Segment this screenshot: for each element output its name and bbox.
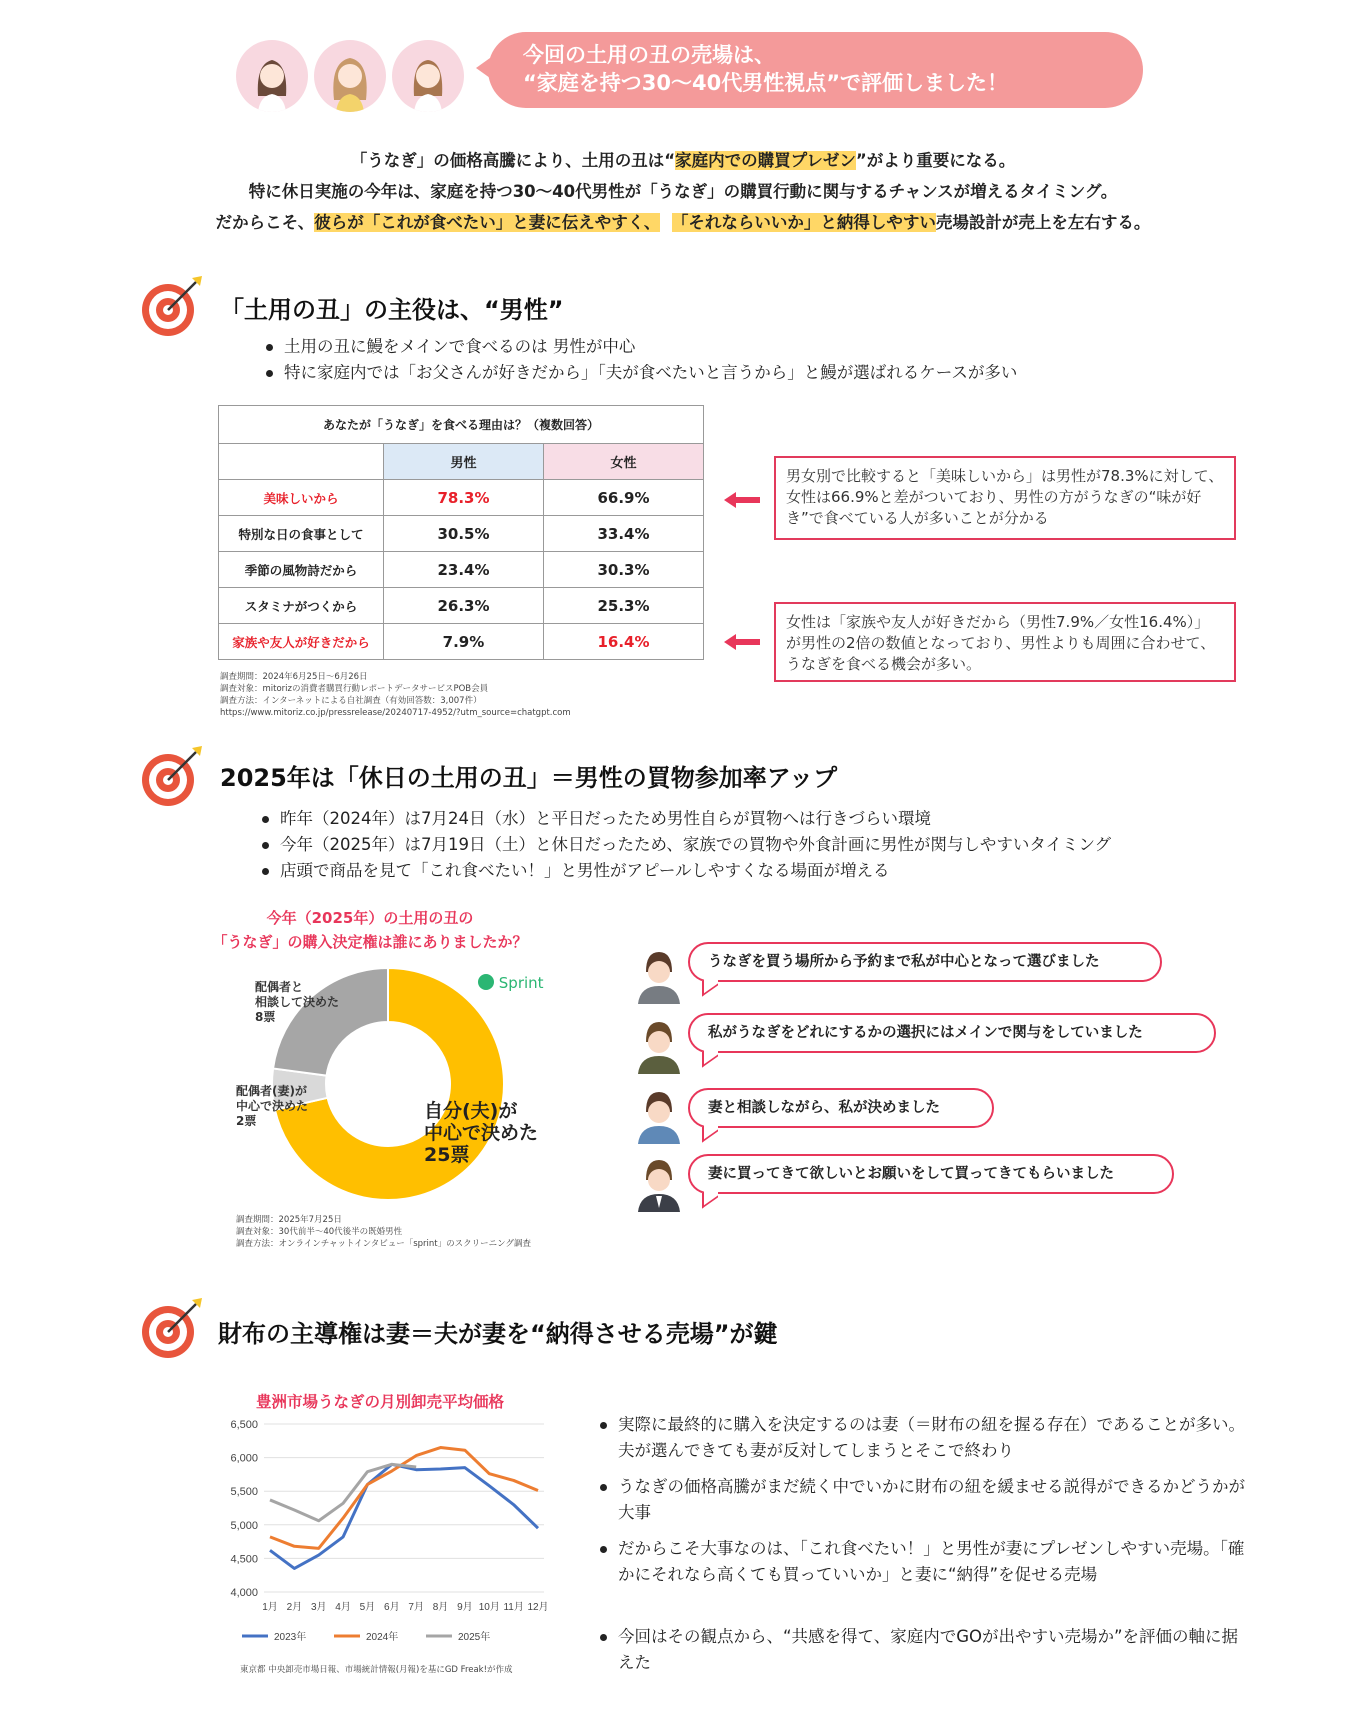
source-note [236,1214,531,1250]
table-row [219,552,704,588]
survey-table [218,405,704,660]
man-avatar-icon [634,1018,684,1074]
intro-text: 「うなぎ」の価格高騰により、土用の丑は“ [350,151,676,170]
section3-bullet: だからこそ大事なのは、「これ食べたい！」と男性が妻にプレゼンしやすい売場。「確かにそれなら高くても買っていいか」と妻に“納得”を促せる売場 [596,1536,1246,1588]
y-tick-label: 4,500 [230,1553,258,1566]
source-line: 調査対象：mitorizの消費者購買行動レポートデータサービスPOB会員 [220,684,489,694]
row-male: 23.4% [384,552,544,588]
legend-label: 2025年 [458,1632,491,1643]
header-bubble-line2: “家庭を持つ30〜40代男性視点”で評価しました！ [523,71,1009,95]
section3-title: 財布の主導権は妻＝夫が妻を“納得させる売場”が鍵 [218,1320,778,1348]
table-row [219,480,704,516]
row-female: 16.4% [543,624,703,660]
avatar [314,40,386,112]
section1-bullet: 特に家庭内では「お父さんが好きだから」「夫が食べたいと言うから」と鰻が選ばれるケースが多い [262,360,1017,386]
row-label: 季節の風物詩だから [219,552,384,588]
donut-label-line: 中心で決めた [424,1122,539,1144]
donut-label-line: 配偶者(妻)が [236,1084,307,1098]
row-female: 25.3% [543,588,703,624]
section2-bullet: 昨年（2024年）は7月24日（水）と平日だったため男性自らが買物へは行きづらい環境 [258,806,931,832]
source-line: 調査方法：オンラインチャットインタビュー「sprint」のスクリーニング調査 [236,1239,531,1249]
man-avatar-icon [634,1088,684,1144]
y-tick-label: 5,000 [230,1519,258,1532]
arrow-left-icon [722,632,762,652]
table-row [219,516,704,552]
donut-label-line: 自分(夫)が [424,1100,518,1122]
sprint-logo [478,974,544,992]
row-male: 26.3% [384,588,544,624]
line-chart [214,1418,554,1658]
intro-line1 [0,148,1366,174]
intro-text: だからこそ、 [215,213,315,232]
man-avatar-icon [634,948,684,1004]
header-bubble [488,32,1143,108]
series-line [270,1464,416,1520]
section3-bullet: 実際に最終的に購入を決定するのは妻（＝財布の紐を握る存在）であることが多い。夫が選んできても妻が反対してしまうとそこで終わり [596,1412,1246,1464]
section2-bullet: 今年（2025年）は7月19日（土）と休日だったため、家族での買物や外食計画に男性が関与しやすいタイミング [258,832,1111,858]
x-tick-label: 7月 [408,1602,424,1613]
table-row [219,624,704,660]
intro-text: ”がより重要になる。 [855,151,1016,170]
sprint-icon [478,974,494,990]
row-label: 家族や友人が好きだから [219,624,384,660]
donut-label-self [424,1100,538,1166]
source-line: 調査方法：インターネットによる自社調査（有効回答数：3,007件） [220,696,482,706]
x-tick-label: 8月 [432,1602,449,1613]
row-label: 特別な日の食事として [219,516,384,552]
row-female: 33.4% [543,516,703,552]
man-avatar-icon [634,1156,684,1212]
source-line: 調査期間：2025年7月25日 [236,1215,342,1225]
quote-bubble: 妻と相談しながら、私が決めました [688,1088,994,1128]
target-icon [140,274,204,338]
intro-highlight: 彼らが「これが食べたい」と妻に伝えやすく、 [314,213,661,232]
intro-highlight: 「それならいいか」と納得しやすい [671,213,936,232]
avatar [236,40,308,112]
section3-bullet: うなぎの価格高騰がまだ続く中でいかに財布の紐を緩ませる説得ができるかどうかが大事 [596,1474,1246,1526]
donut-label-line: 中心で決めた [236,1099,309,1113]
row-label: 美味しいから [219,480,384,516]
series-line [270,1448,538,1549]
y-tick-label: 6,000 [230,1452,258,1465]
donut-label-both [255,980,339,1025]
y-tick-label: 6,500 [230,1419,258,1431]
table-header-male: 男性 [384,444,544,480]
source-note [220,671,571,719]
table-caption: あなたが「うなぎ」を食べる理由は？（複数回答） [219,406,704,444]
table-row [219,588,704,624]
intro-text: 売場設計が売上を左右する。 [935,213,1151,232]
section1-bullet: 土用の丑に鰻をメインで食べるのは 男性が中心 [262,334,635,360]
row-female: 30.3% [543,552,703,588]
section1-title: 「土用の丑」の主役は、“男性” [220,296,564,324]
chart-source: 東京都 中央卸売市場日報、市場統計情報(月報)を基にGD Freak!が作成 [240,1665,513,1675]
intro-line2: 特に休日実施の今年は、家庭を持つ30〜40代男性が「うなぎ」の購買行動に関与するチャンスが増えるタイミング。 [248,182,1118,201]
quote-bubble: うなぎを買う場所から予約まで私が中心となって選びました [688,942,1162,982]
x-tick-label: 9月 [457,1602,473,1613]
donut-label-wife [236,1084,308,1129]
x-tick-label: 12月 [527,1602,549,1613]
x-tick-label: 6月 [384,1602,400,1613]
legend-label: 2023年 [274,1632,307,1643]
intro-highlight: 家庭内での購買プレゼン [675,151,856,170]
y-tick-label: 4,000 [230,1587,258,1599]
donut-title-line: 今年（2025年）の土用の丑の [266,909,474,927]
x-tick-label: 1月 [262,1602,278,1613]
line-chart-title: 豊洲市場うなぎの月別卸売平均価格 [255,1393,504,1411]
donut-label-line: 8票 [255,1010,276,1024]
x-tick-label: 11月 [503,1602,524,1613]
header-bubble-line1: 今回の土用の丑の売場は、 [523,43,775,67]
x-tick-label: 2月 [286,1602,303,1613]
quote-bubble: 妻に買ってきて欲しいとお願いをして買ってきてもらいました [688,1154,1174,1194]
donut-title-line: 「うなぎ」の購入決定権は誰にありましたか？ [212,933,528,951]
x-tick-label: 4月 [335,1602,351,1613]
source-line: https://www.mitoriz.co.jp/pressrelease/20240717-4952/?utm_source=chatgpt.com [220,708,571,718]
quote-bubble: 私がうなぎをどれにするかの選択にはメインで関与をしていました [688,1013,1216,1053]
table-header-female: 女性 [543,444,703,480]
sprint-label: Sprint [498,974,544,992]
row-label: スタミナがつくから [219,588,384,624]
x-tick-label: 3月 [310,1602,327,1613]
donut-label-line: 相談して決めた [255,995,340,1009]
source-line: 調査対象：30代前半〜40代後半の既婚男性 [236,1227,403,1237]
x-tick-label: 5月 [359,1602,376,1613]
legend-label: 2024年 [366,1632,399,1643]
x-tick-label: 10月 [478,1602,500,1613]
y-tick-label: 5,500 [230,1486,258,1499]
donut-label-line: 25票 [424,1144,470,1166]
row-male: 30.5% [384,516,544,552]
note-family: 女性は「家族や友人が好きだから（男性7.9%／女性16.4%）」が男性の2倍の数値となっており、男性よりも周囲に合わせて、うなぎを食べる機会が多い。 [774,602,1236,682]
intro-line3 [0,210,1366,236]
row-female: 66.9% [543,480,703,516]
section3-bullet: 今回はその観点から、“共感を得て、家庭内でGOが出やすい売場か”を評価の軸に据えた [596,1624,1246,1676]
row-male: 7.9% [384,624,544,660]
arrow-left-icon [722,490,762,510]
row-male: 78.3% [384,480,544,516]
donut-title [170,906,570,954]
donut-label-line: 配偶者と [255,980,304,994]
target-icon [140,1296,204,1360]
donut-label-line: 2票 [236,1114,257,1128]
source-line: 調査期間：2024年6月25日〜6月26日 [220,672,368,682]
table-header-empty [219,444,384,480]
avatar [392,40,464,112]
section2-bullet: 店頭で商品を見て「これ食べたい！」と男性がアピールしやすくなる場面が増える [258,858,890,884]
target-icon [140,744,204,808]
note-taste: 男女別で比較すると「美味しいから」は男性が78.3%に対して、女性は66.9%と差がついており、男性の方がうなぎの“味が好き”で食べている人が多いことが分かる [774,456,1236,540]
section2-title: 2025年は「休日の土用の丑」＝男性の買物参加率アップ [220,764,838,792]
